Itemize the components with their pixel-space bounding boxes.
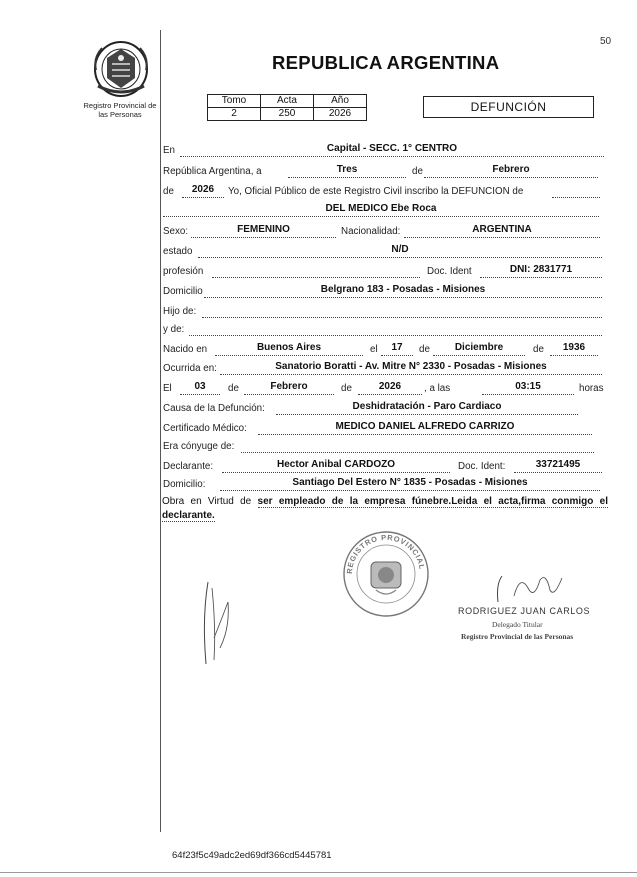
label-conyuge: Era cónyuge de:: [163, 441, 235, 452]
sexo-field: FEMENINO: [191, 224, 336, 238]
officer-text: Yo, Oficial Público de este Registro Civil inscribo la DEFUNCION de: [228, 186, 524, 197]
signature-office: Registro Provincial de las Personas: [461, 632, 574, 641]
location-field: Capital - SECC. 1° CENTRO: [180, 143, 604, 157]
spouse-field: [241, 439, 594, 453]
page-number: 50: [600, 36, 612, 47]
nacionalidad-field: ARGENTINA: [404, 224, 600, 238]
record-type-box: DEFUNCIÓN: [423, 96, 594, 118]
signature-name: RODRIGUEZ JUAN CARLOS: [458, 606, 591, 616]
table-cell: 2026: [314, 108, 367, 121]
label-el: el: [370, 344, 378, 355]
label-domicilio: Domicilio: [163, 286, 203, 297]
label-el-death: El: [163, 383, 172, 394]
day-word-field: Tres: [288, 164, 406, 178]
mother-field: [189, 322, 602, 336]
label-ocurrida-en: Ocurrida en:: [163, 363, 217, 374]
domicilio-field: Belgrano 183 - Posadas - Misiones: [204, 284, 602, 298]
deceased-name-field: DEL MEDICO Ebe Roca: [163, 203, 599, 217]
label-doc-ident-declarant: Doc. Ident:: [458, 461, 506, 472]
document-hash: 64f23f5c49adc2ed69df366cd5445781: [172, 850, 332, 861]
father-field: [202, 304, 602, 318]
label-a-las: , a las: [424, 383, 451, 394]
table-cell: 2: [208, 108, 261, 121]
label-hijo-de: Hijo de:: [163, 306, 197, 317]
label-republica: República Argentina, a: [163, 166, 262, 177]
closing-text: Obra en Virtud de ser empleado de la empresa fúnebre.Leida el acta,firma conmigo el declarante.: [162, 496, 608, 521]
stamp-arc-text: REGISTRO PROVINCIAL: [344, 532, 427, 575]
table-header: Año: [314, 95, 367, 108]
bottom-rule: [0, 872, 637, 873]
closing-text-value: ser empleado de la empresa fúnebre.Leida el acta,firma conmigo el declarante.: [162, 496, 608, 521]
table-cell: 250: [261, 108, 314, 121]
label-de-death-month: de: [228, 383, 239, 394]
declarant-doc-field: 33721495: [514, 459, 602, 473]
label-doc-ident: Doc. Ident: [427, 266, 472, 277]
label-horas: horas: [579, 383, 604, 394]
label-nacionalidad: Nacionalidad:: [341, 226, 401, 237]
label-de-birth-month: de: [419, 344, 430, 355]
margin-line: [160, 30, 161, 832]
table-header: Tomo: [208, 95, 261, 108]
officer-blank: [552, 184, 600, 198]
estado-field: N/D: [198, 244, 602, 258]
provincial-seal: [90, 36, 152, 100]
profesion-field: [212, 264, 420, 278]
record-table: [207, 94, 367, 121]
birth-month-field: Diciembre: [433, 342, 525, 356]
table-header: Acta: [261, 95, 314, 108]
birth-place-field: Buenos Aires: [215, 342, 363, 356]
label-y-de: y de:: [163, 324, 185, 335]
death-year-field: 2026: [358, 381, 422, 395]
label-profesion: profesión: [163, 266, 204, 277]
declarant-field: Hector Anibal CARDOZO: [222, 459, 450, 473]
month-word-field: Febrero: [424, 164, 598, 178]
label-declarante: Declarante:: [163, 461, 214, 472]
label-estado: estado: [163, 246, 193, 257]
year-field: 2026: [182, 184, 224, 198]
label-domicilio-declarant: Domicilio:: [163, 479, 206, 490]
label-de-year: de: [163, 186, 174, 197]
official-stamp: [340, 524, 432, 629]
label-causa: Causa de la Defunción:: [163, 403, 265, 414]
label-de-death-year: de: [341, 383, 352, 394]
label-de-birth-year: de: [533, 344, 544, 355]
death-place-field: Sanatorio Boratti - Av. Mitre N° 2330 - Posadas - Misiones: [220, 361, 602, 375]
death-day-field: 03: [180, 381, 220, 395]
label-en: En: [163, 145, 175, 156]
label-sexo: Sexo:: [163, 226, 189, 237]
doctor-field: MEDICO DANIEL ALFREDO CARRIZO: [258, 421, 592, 435]
page-title: REPUBLICA ARGENTINA: [272, 52, 500, 73]
label-nacido-en: Nacido en: [163, 344, 208, 355]
birth-day-field: 17: [381, 342, 413, 356]
declarant-address-field: Santiago Del Estero N° 1835 - Posadas - Misiones: [220, 477, 600, 491]
declarant-signature: [194, 578, 236, 673]
dni-field: DNI: 2831771: [480, 264, 602, 278]
birth-year-field: 1936: [550, 342, 598, 356]
cause-field: Deshidratación - Paro Cardiaco: [276, 401, 578, 415]
label-de: de: [412, 166, 423, 177]
death-time-field: 03:15: [482, 381, 574, 395]
death-month-field: Febrero: [244, 381, 334, 395]
signature-role: Delegado Titular: [492, 620, 543, 629]
registry-label: Registro Provincial de las Personas: [83, 101, 157, 119]
label-certificado: Certificado Médico:: [163, 423, 247, 434]
